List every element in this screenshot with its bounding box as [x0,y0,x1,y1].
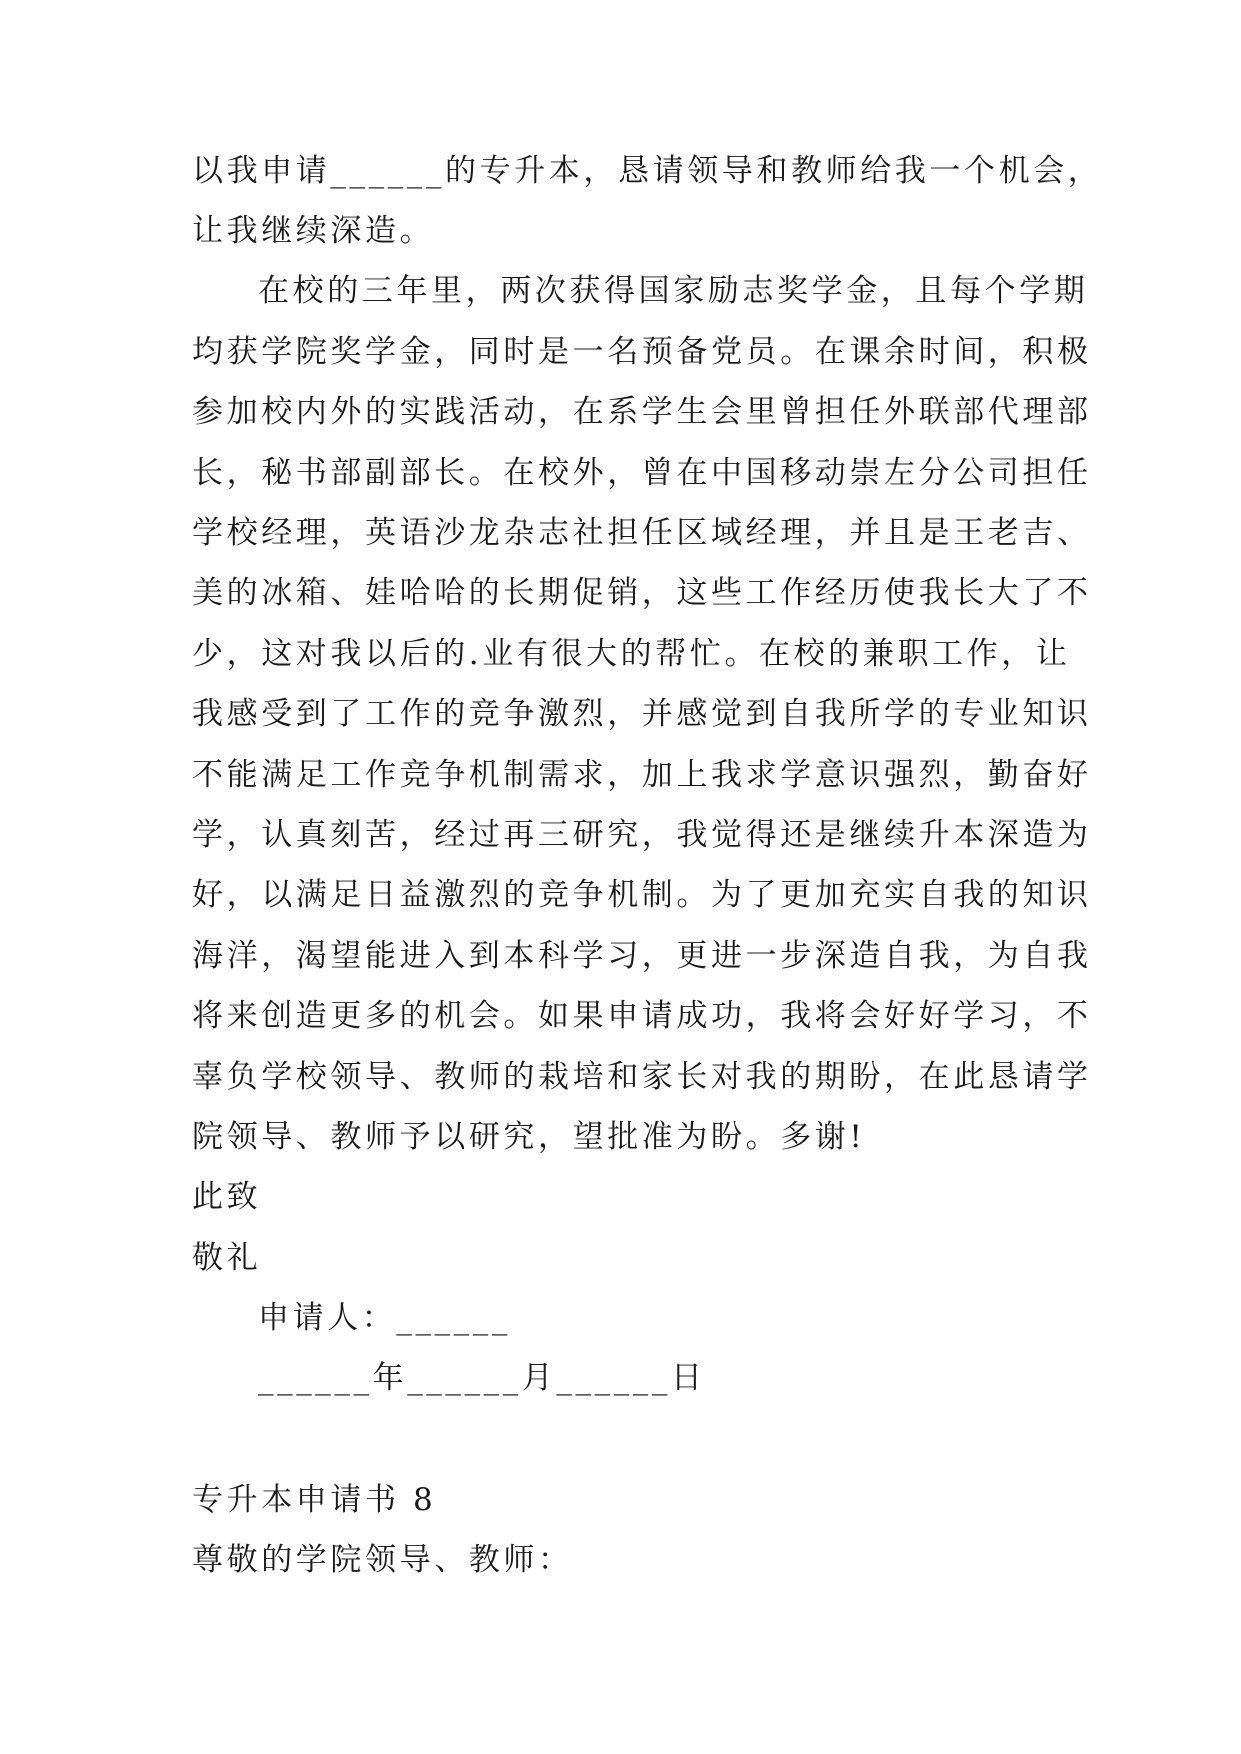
body-line: 海洋，渴望能进入到本科学习，更进一步深造自我，为自我 [192,938,1092,974]
body-line: 将来创造更多的机会。如果申请成功，我将会好好学习，不 [192,998,1092,1034]
body-line: 长，秘书部副部长。在校外，曾在中国移动崇左分公司担任 [192,455,1092,491]
next-salutation: 尊敬的学院领导、教师： [192,1542,573,1578]
body-line: 以我申请______的专升本，恳请领导和教师给我一个机会， [192,153,1103,189]
date-line: ______年______月______日 [258,1360,706,1396]
body-line: 我感受到了工作的竞争激烈，并感觉到自我所学的专业知识 [192,696,1092,732]
body-line: 少，这对我以后的.业有很大的帮忙。在校的兼职工作，让 [192,636,1071,672]
applicant-line: 申请人：______ [258,1300,511,1336]
closing-ci-zhi: 此致 [192,1179,262,1215]
body-line: 学，认真刻苦，经过再三研究，我觉得还是继续升本深造为 [192,817,1092,853]
body-line: 好，以满足日益激烈的竞争机制。为了更加充实自我的知识 [192,877,1092,913]
body-line: 院领导、教师予以研究，望批准为盼。多谢! [192,1119,866,1155]
body-line: 辜负学校领导、教师的栽培和家长对我的期盼，在此恳请学 [192,1059,1092,1095]
body-line: 均获学院奖学金，同时是一名预备党员。在课余时间，积极 [192,334,1092,370]
next-section-title: 专升本申请书 8 [192,1482,437,1518]
body-line: 不能满足工作竞争机制需求，加上我求学意识强烈，勤奋好 [192,757,1092,793]
closing-jing-li: 敬礼 [192,1240,262,1276]
body-line: 美的冰箱、娃哈哈的长期促销，这些工作经历使我长大了不 [192,575,1092,611]
body-line: 让我继续深造。 [192,213,435,249]
paragraph-first-line: 在校的三年里，两次获得国家励志奖学金，且每个学期 [258,273,1089,309]
body-line: 参加校内外的实践活动，在系学生会里曾担任外联部代理部 [192,394,1092,430]
body-line: 学校经理，英语沙龙杂志社担任区域经理，并且是王老吉、 [192,515,1092,551]
